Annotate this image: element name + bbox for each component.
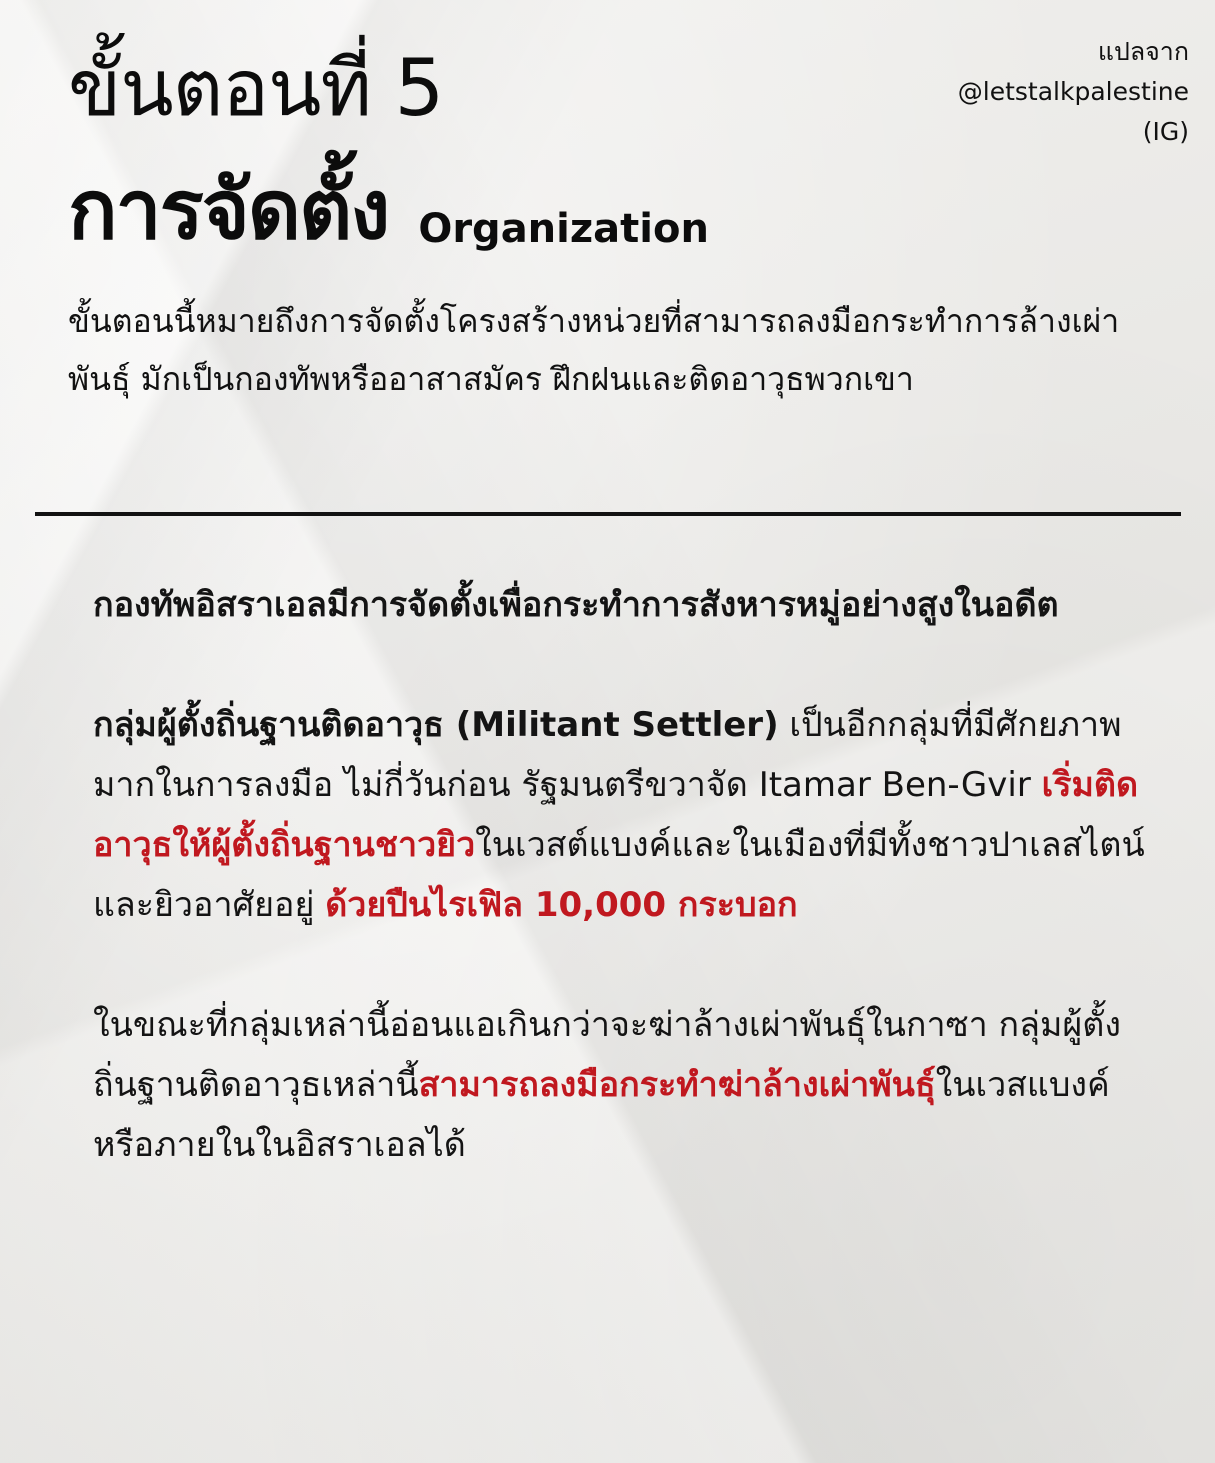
credit-handle: @letstalkpalestine: [957, 77, 1189, 106]
page-title-english: Organization: [418, 206, 709, 252]
paragraph-settlers: [93, 695, 1153, 935]
westbank-text-1: ในขณะที่กลุ่มเหล่านี้อ่อนแอเกินกว่าจะฆ่าล้างเผ่าพันธุ์ในกาซา กลุ่มผู้ตั้งถิ่นฐานติดอาวุธเหล่านี้: [93, 1005, 1121, 1105]
westbank-highlight: สามารถลงมือกระทำฆ่าล้างเผ่าพันธุ์: [418, 1065, 936, 1105]
settlers-highlight-rifles: ด้วยปืนไรเฟิล 10,000 กระบอก: [325, 885, 798, 925]
credit-label: แปลจาก: [1097, 37, 1189, 66]
section-divider: [35, 512, 1181, 516]
step-heading: ขั้นตอนที่ 5: [68, 44, 444, 134]
intro-paragraph: ขั้นตอนนี้หมายถึงการจัดตั้งโครงสร้างหน่วยที่สามารถลงมือกระทำการล้างเผ่าพันธุ์ มักเป็นกองทัพหรืออาสาสมัคร ฝึกฝนและติดอาวุธพวกเขา: [68, 302, 1120, 398]
settlers-lead: กลุ่มผู้ตั้งถิ่นฐานติดอาวุธ (Militant Settler): [93, 705, 779, 745]
body-content: [93, 575, 1153, 1175]
settlers-highlight-arming: เริ่มติดอาวุธให้ผู้ตั้งถิ่นฐานชาวยิว: [93, 765, 1139, 865]
settlers-text-1: เป็นอีกกลุ่มที่มีศักยภาพมากในการลงมือ ไม่กี่วันก่อน รัฐมนตรีขวาจัด Itamar Ben-Gvir: [93, 705, 1122, 805]
title-row: [68, 156, 928, 266]
paragraph-army: กองทัพอิสราเอลมีการจัดตั้งเพื่อกระทำการสังหารหมู่อย่างสูงในอดีต: [93, 585, 1059, 625]
paragraph-westbank: [93, 995, 1153, 1175]
translation-credit: [889, 32, 1189, 152]
settlers-text-2: ในเวสต์แบงค์และในเมืองที่มีทั้งชาวปาเลสไตน์และยิวอาศัยอยู่: [93, 825, 1145, 925]
page-header: [68, 30, 928, 266]
westbank-text-2: ในเวสแบงค์หรือภายในในอิสราเอลได้: [93, 1065, 1110, 1165]
credit-platform: (IG): [1142, 117, 1189, 146]
page-title: การจัดตั้ง: [68, 163, 389, 258]
